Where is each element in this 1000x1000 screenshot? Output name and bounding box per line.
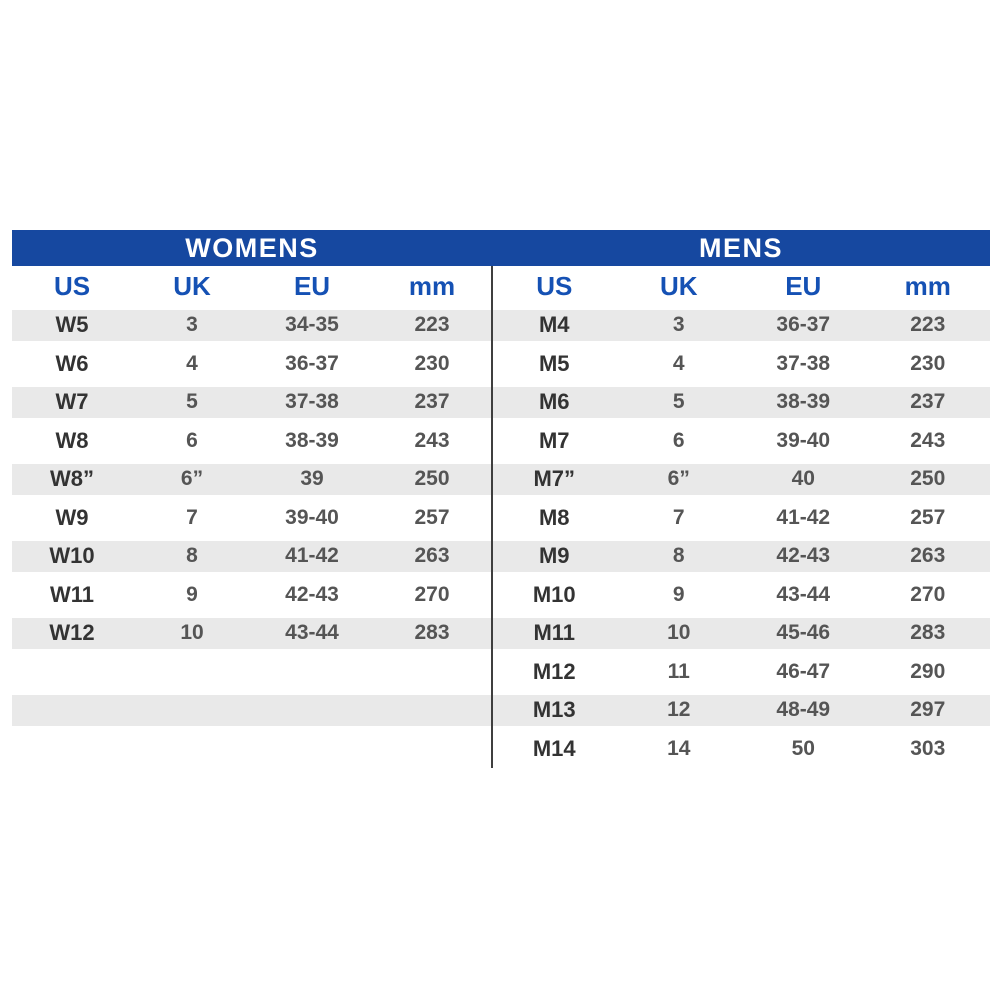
womens-row-cells bbox=[12, 653, 492, 692]
cell: W11 bbox=[49, 581, 95, 607]
cell: 42-43 bbox=[285, 582, 339, 606]
cell: M10 bbox=[532, 581, 576, 607]
cell: M13 bbox=[532, 697, 576, 723]
mens-row-cells bbox=[492, 653, 990, 692]
cell: 283 bbox=[414, 621, 450, 645]
mens-header-eu: EU bbox=[785, 270, 822, 301]
cell: M9 bbox=[538, 543, 570, 569]
cell bbox=[12, 730, 132, 769]
cell: 43-44 bbox=[776, 582, 831, 606]
cell: 223 bbox=[414, 313, 450, 337]
cell: 270 bbox=[414, 582, 450, 606]
cell: 6 bbox=[672, 428, 685, 452]
cell: 250 bbox=[414, 467, 450, 491]
cell bbox=[372, 730, 492, 769]
womens-row-cells bbox=[12, 576, 492, 615]
cell: 270 bbox=[910, 582, 946, 606]
cell: 290 bbox=[910, 659, 946, 683]
cell: 10 bbox=[667, 621, 691, 645]
womens-header-us: US bbox=[53, 270, 91, 301]
title-band bbox=[12, 230, 990, 266]
cell: 48-49 bbox=[776, 698, 831, 722]
cell: 5 bbox=[672, 390, 685, 414]
womens-header-eu: EU bbox=[293, 270, 331, 301]
mens-header-mm: mm bbox=[904, 270, 951, 301]
table-row bbox=[12, 691, 990, 730]
womens-row-cells bbox=[12, 345, 492, 384]
mens-row-cells bbox=[492, 730, 990, 769]
mens-row-cells bbox=[492, 464, 990, 495]
mens-row-cells bbox=[492, 618, 990, 649]
data-rows bbox=[12, 306, 990, 768]
womens-row-cells bbox=[12, 387, 492, 418]
cell: W6 bbox=[55, 350, 89, 376]
mens-row-cells bbox=[492, 695, 990, 726]
womens-column-headers bbox=[12, 266, 492, 306]
table-row bbox=[12, 730, 990, 769]
womens-row-cells bbox=[12, 618, 492, 649]
cell: 9 bbox=[186, 582, 198, 606]
womens-header-uk: UK bbox=[173, 270, 211, 301]
cell: 6 bbox=[186, 428, 198, 452]
column-header-row bbox=[12, 266, 990, 306]
cell: 12 bbox=[667, 698, 691, 722]
cell: 10 bbox=[180, 621, 204, 645]
cell: 5 bbox=[186, 390, 198, 414]
cell: 50 bbox=[791, 736, 815, 760]
mens-row-cells bbox=[492, 310, 990, 341]
womens-row-cells bbox=[12, 541, 492, 572]
cell: 257 bbox=[910, 505, 946, 529]
table-row bbox=[12, 653, 990, 692]
cell: 7 bbox=[186, 505, 198, 529]
cell bbox=[12, 653, 132, 692]
cell: W12 bbox=[49, 620, 95, 646]
cell: 40 bbox=[791, 467, 815, 491]
mens-header-uk: UK bbox=[659, 270, 698, 301]
mens-row-cells bbox=[492, 345, 990, 384]
mens-row-cells bbox=[492, 499, 990, 538]
cell: 230 bbox=[414, 351, 450, 375]
womens-header-mm: mm bbox=[408, 270, 456, 301]
cell: W8 bbox=[55, 427, 89, 453]
cell: W7 bbox=[55, 389, 89, 415]
cell: M8 bbox=[538, 504, 570, 530]
cell bbox=[372, 653, 492, 692]
cell: 3 bbox=[186, 313, 198, 337]
cell bbox=[372, 695, 492, 726]
cell: 39-40 bbox=[285, 505, 339, 529]
cell: 46-47 bbox=[776, 659, 831, 683]
cell: M6 bbox=[538, 389, 570, 415]
cell: M7 bbox=[538, 427, 570, 453]
table-row bbox=[12, 460, 990, 499]
womens-row-cells bbox=[12, 730, 492, 769]
mens-title: MENS bbox=[698, 232, 783, 263]
cell: 38-39 bbox=[285, 428, 339, 452]
cell: 41-42 bbox=[285, 544, 339, 568]
table-row bbox=[12, 499, 990, 538]
womens-row-cells bbox=[12, 310, 492, 341]
table-row bbox=[12, 614, 990, 653]
cell bbox=[132, 653, 252, 692]
cell: 250 bbox=[910, 467, 946, 491]
womens-row-cells bbox=[12, 422, 492, 461]
table-row bbox=[12, 383, 990, 422]
cell: 11 bbox=[667, 659, 690, 683]
cell: W10 bbox=[49, 543, 95, 569]
cell: 8 bbox=[186, 544, 198, 568]
womens-title: WOMENS bbox=[185, 232, 319, 263]
cell: 36-37 bbox=[776, 313, 831, 337]
cell: 257 bbox=[414, 505, 450, 529]
cell: 36-37 bbox=[285, 351, 339, 375]
cell: 4 bbox=[672, 351, 685, 375]
table-row bbox=[12, 537, 990, 576]
cell: W5 bbox=[55, 312, 89, 338]
cell: 243 bbox=[910, 428, 946, 452]
mens-row-cells bbox=[492, 422, 990, 461]
cell: M7” bbox=[533, 466, 576, 492]
cell: 237 bbox=[910, 390, 946, 414]
cell: M4 bbox=[538, 312, 570, 338]
cell: 8 bbox=[672, 544, 685, 568]
cell: 297 bbox=[910, 698, 946, 722]
cell: M14 bbox=[532, 735, 576, 761]
table-row bbox=[12, 306, 990, 345]
cell: 14 bbox=[667, 736, 691, 760]
womens-row-cells bbox=[12, 499, 492, 538]
cell: 243 bbox=[414, 428, 450, 452]
cell: 37-38 bbox=[776, 351, 831, 375]
cell: 263 bbox=[414, 544, 450, 568]
cell: 39-40 bbox=[776, 428, 831, 452]
mens-header-us: US bbox=[536, 270, 573, 301]
cell: 7 bbox=[672, 505, 685, 529]
mens-row-cells bbox=[492, 576, 990, 615]
cell: 263 bbox=[910, 544, 946, 568]
cell: 45-46 bbox=[776, 621, 831, 645]
cell: 38-39 bbox=[776, 390, 831, 414]
cell: 230 bbox=[910, 351, 946, 375]
cell: 43-44 bbox=[285, 621, 339, 645]
cell: 41-42 bbox=[776, 505, 831, 529]
cell bbox=[12, 695, 132, 726]
cell: 3 bbox=[672, 313, 685, 337]
table-row bbox=[12, 422, 990, 461]
mens-column-headers bbox=[492, 266, 990, 306]
cell: 283 bbox=[910, 621, 946, 645]
cell: 303 bbox=[910, 736, 946, 760]
cell: 237 bbox=[414, 390, 450, 414]
cell: M11 bbox=[533, 620, 576, 646]
center-divider-line bbox=[491, 266, 493, 768]
cell: 6” bbox=[180, 467, 204, 491]
table-row bbox=[12, 576, 990, 615]
cell: 37-38 bbox=[285, 390, 339, 414]
cell: M5 bbox=[538, 350, 570, 376]
cell: 6” bbox=[667, 467, 690, 491]
cell bbox=[132, 730, 252, 769]
cell bbox=[252, 695, 372, 726]
womens-row-cells bbox=[12, 464, 492, 495]
size-chart-table bbox=[12, 230, 990, 768]
cell bbox=[132, 695, 252, 726]
cell: 39 bbox=[300, 467, 324, 491]
cell: 42-43 bbox=[776, 544, 831, 568]
cell: 34-35 bbox=[285, 313, 339, 337]
cell bbox=[252, 730, 372, 769]
table-row bbox=[12, 345, 990, 384]
mens-row-cells bbox=[492, 541, 990, 572]
cell: W9 bbox=[55, 504, 89, 530]
cell: 9 bbox=[672, 582, 685, 606]
cell bbox=[252, 653, 372, 692]
cell: M12 bbox=[532, 658, 576, 684]
cell: W8” bbox=[50, 466, 94, 492]
womens-row-cells bbox=[12, 695, 492, 726]
cell: 223 bbox=[910, 313, 946, 337]
cell: 4 bbox=[186, 351, 198, 375]
mens-row-cells bbox=[492, 387, 990, 418]
